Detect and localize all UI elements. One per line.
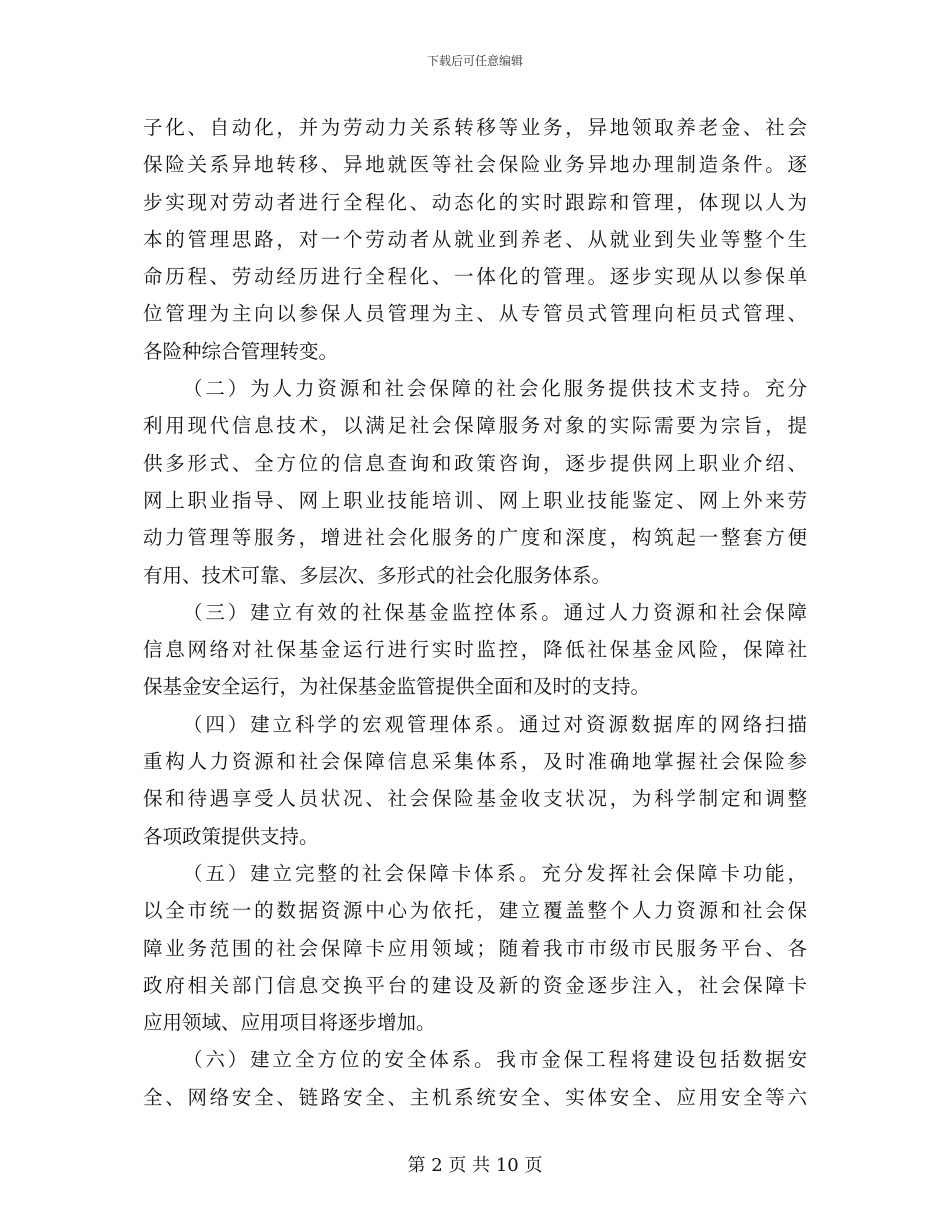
- text-line: 命历程、劳动经历进行全程化、一体化的管理。逐步实现从以参保单: [143, 265, 807, 289]
- text-line: 动力管理等服务，增进社会化服务的广度和深度，构筑起一整套方便: [143, 526, 807, 550]
- document-body: [143, 109, 807, 1116]
- text-line: 政府相关部门信息交换平台的建设及新的资金逐步注入，社会保障卡: [143, 973, 807, 997]
- text-line: 本的管理思路，对一个劳动者从就业到养老、从就业到失业等整个生: [143, 227, 807, 251]
- text-line: 位管理为主向以参保人员管理为主、从专管员式管理向柜员式管理、: [143, 302, 807, 326]
- text-line: 各险种综合管理转变。: [143, 339, 339, 363]
- text-line: 重构人力资源和社会保障信息采集体系，及时准确地掌握社会保险参: [143, 750, 807, 774]
- text-line: 各项政策提供支持。: [143, 824, 319, 848]
- paragraph-first-line: （四）建立科学的宏观管理体系。通过对资源数据库的网络扫描: [183, 712, 807, 736]
- text-line: 子化、自动化，并为劳动力关系转移等业务，异地领取养老金、社会: [143, 116, 807, 139]
- paragraph-first-line: （六）建立全方位的安全体系。我市金保工程将建设包括数据安: [183, 1048, 807, 1072]
- text-line: 供多形式、全方位的信息查询和政策咨询，逐步提供网上职业介绍、: [143, 451, 807, 475]
- page-header: 下载后可任意编辑: [426, 54, 523, 68]
- text-line: 信息网络对社保基金运行进行实时监控，降低社保基金风险，保障社: [143, 638, 807, 662]
- page-number: 第 2 页 共 10 页: [407, 1155, 543, 1176]
- paragraph-first-line: （五）建立完整的社会保障卡体系。充分发挥社会保障卡功能，: [183, 861, 807, 885]
- text-line: 应用领域、应用项目将逐步增加。: [143, 1011, 436, 1035]
- text-line: 保基金安全运行，为社保基金监管提供全面和及时的支持。: [143, 675, 651, 699]
- text-line: 利用现代信息技术，以满足社会保障服务对象的实际需要为宗旨，提: [143, 414, 807, 438]
- text-line: 有用、技术可靠、多层次、多形式的社会化服务体系。: [143, 563, 612, 587]
- text-line: 保和待遇享受人员状况、社会保险基金收支状况，为科学制定和调整: [143, 787, 807, 811]
- text-line: 全、网络安全、链路安全、主机系统安全、实体安全、应用安全等六: [143, 1085, 807, 1109]
- paragraph-first-line: （三）建立有效的社保基金监控体系。通过人力资源和社会保障: [183, 600, 807, 624]
- paragraph-first-line: （二）为人力资源和社会保障的社会化服务提供技术支持。充分: [183, 377, 807, 401]
- text-line: 以全市统一的数据资源中心为依托，建立覆盖整个人力资源和社会保: [143, 899, 807, 923]
- text-line: 障业务范围的社会保障卡应用领域；随着我市市级市民服务平台、各: [143, 936, 807, 960]
- text-line: 保险关系异地转移、异地就医等社会保险业务异地办理制造条件。逐: [143, 153, 807, 177]
- text-line: 网上职业指导、网上职业技能培训、网上职业技能鉴定、网上外来劳: [143, 488, 807, 512]
- text-line: 步实现对劳动者进行全程化、动态化的实时跟踪和管理，体现以人为: [143, 190, 807, 214]
